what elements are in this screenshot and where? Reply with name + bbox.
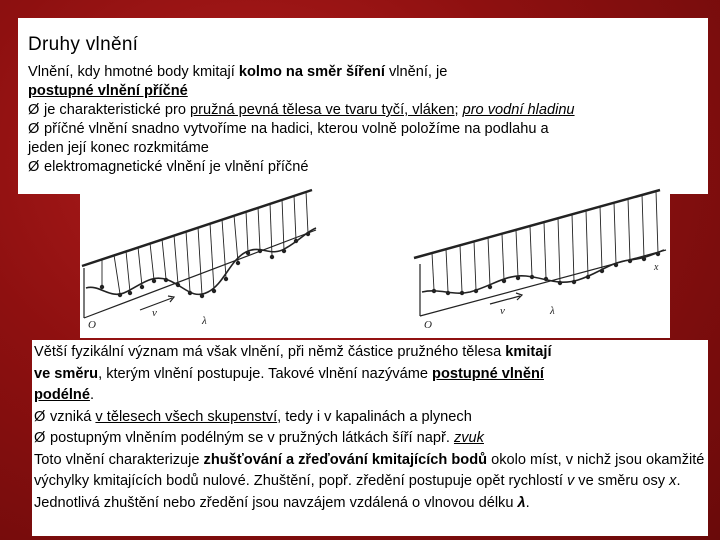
intro-middle: , kterým vlnění postupuje. Takové vlnění nazýváme (98, 365, 433, 382)
right-velocity-label: v (500, 305, 505, 317)
bullet-2-line-1: příčné vlnění snadno vytvoříme na hadici, kterou volně položíme na podlahu a (44, 121, 549, 137)
left-threads (102, 191, 308, 295)
summary-text: Toto vlnění charakterizuje (34, 451, 204, 468)
longitudinal-intro (34, 342, 706, 407)
transverse-bullet-2-cont (28, 139, 708, 158)
intro-text: Vlnění, kdy hmotné body kmitají (28, 64, 239, 80)
right-origin-label: O (424, 319, 432, 331)
left-origin-label: O (88, 319, 96, 331)
longitudinal-summary (34, 450, 706, 515)
arrow-bullet-icon: Ø (28, 102, 40, 118)
arrow-bullet-icon: Ø (34, 430, 46, 446)
transverse-term: postupné vlnění příčné (28, 83, 188, 99)
longitudinal-term-2: podélné (34, 387, 90, 403)
right-wave-curve (422, 250, 664, 293)
right-axis-label: x (654, 262, 659, 273)
summary-text-c: . Jednotlivá zhuštění nebo zředění jsou navzájem vzdálená o vlnovou délku (34, 473, 681, 511)
transverse-text-box (18, 18, 708, 194)
right-velocity-arrow (490, 296, 520, 304)
left-wavelength-label: λ (202, 315, 207, 327)
transverse-bullet-1 (28, 101, 708, 120)
arrow-bullet-icon: Ø (28, 121, 40, 137)
longitudinal-bullet-1 (34, 407, 706, 429)
slide-title: Druhy vlnění (28, 34, 139, 55)
right-wavelength-label: λ (550, 305, 555, 317)
intro-period: . (89, 387, 95, 403)
bullet-1-text: vzniká (50, 408, 96, 425)
transverse-term-line (28, 82, 708, 101)
bullet-1-text: je charakteristické pro (44, 102, 190, 118)
intro-emphasis-2: ve směru (34, 365, 99, 382)
summary-emphasis: zhušťování a zřeďování kmitajících bodů (203, 451, 488, 468)
longitudinal-text-box (32, 340, 708, 536)
wave-pendulum-drawing (80, 188, 670, 338)
summary-text-a: okolo míst, v nichž jsou okamžité výchylky kmitajících bodů nulové. Zhuštění, popř. zředění postupuje opět rychlostí (34, 451, 705, 489)
bullet-2-sound: zvuk (453, 430, 484, 446)
longitudinal-description (34, 342, 706, 514)
bullet-3-text: elektromagnetické vlnění je vlnění příčné (44, 159, 309, 175)
transverse-bullet-3 (28, 158, 708, 177)
bullet-1-underlined: v tělesech všech skupenství (95, 408, 278, 425)
longitudinal-term: postupné vlnění (432, 365, 544, 382)
summary-period: . (525, 494, 530, 511)
arrow-bullet-icon: Ø (34, 408, 46, 425)
wavelength-symbol: λ (517, 494, 526, 511)
arrow-bullet-icon: Ø (28, 159, 40, 175)
intro-emphasis-1: kmitají (505, 344, 552, 360)
intro-text: Větší fyzikální význam má však vlnění, při němž částice pružného tělesa (34, 344, 506, 360)
transverse-description (28, 63, 708, 177)
bullet-2-line-2: jeden její konec rozkmitáme (28, 140, 209, 156)
transverse-bullet-2 (28, 120, 708, 139)
left-apparatus (82, 190, 316, 318)
left-rail (82, 190, 312, 266)
right-rail (414, 190, 660, 258)
intro-emphasis: kolmo na směr šíření (238, 64, 385, 80)
right-threads (432, 191, 658, 292)
summary-text-b: ve směru osy (574, 473, 670, 489)
bullet-1-tail: , tedy i v kapalinách a plynech (277, 408, 472, 425)
intro-tail: vlnění, je (384, 64, 448, 80)
left-velocity-label: v (152, 307, 157, 319)
longitudinal-bullet-2 (34, 428, 706, 450)
bullet-1-underlined: pružná pevná tělesa ve tvaru tyčí, vláken; (190, 102, 459, 118)
bullet-1-water: pro vodní hladinu (462, 102, 575, 118)
axis-symbol: x (669, 473, 677, 489)
velocity-symbol: v (566, 473, 575, 489)
bullet-2-text: postupným vlněním podélným se v pružných látkách šíří např. (50, 430, 454, 446)
left-baseline (84, 230, 316, 318)
transverse-intro (28, 63, 708, 82)
right-apparatus (414, 190, 666, 316)
transverse-wave-figure (80, 188, 670, 338)
